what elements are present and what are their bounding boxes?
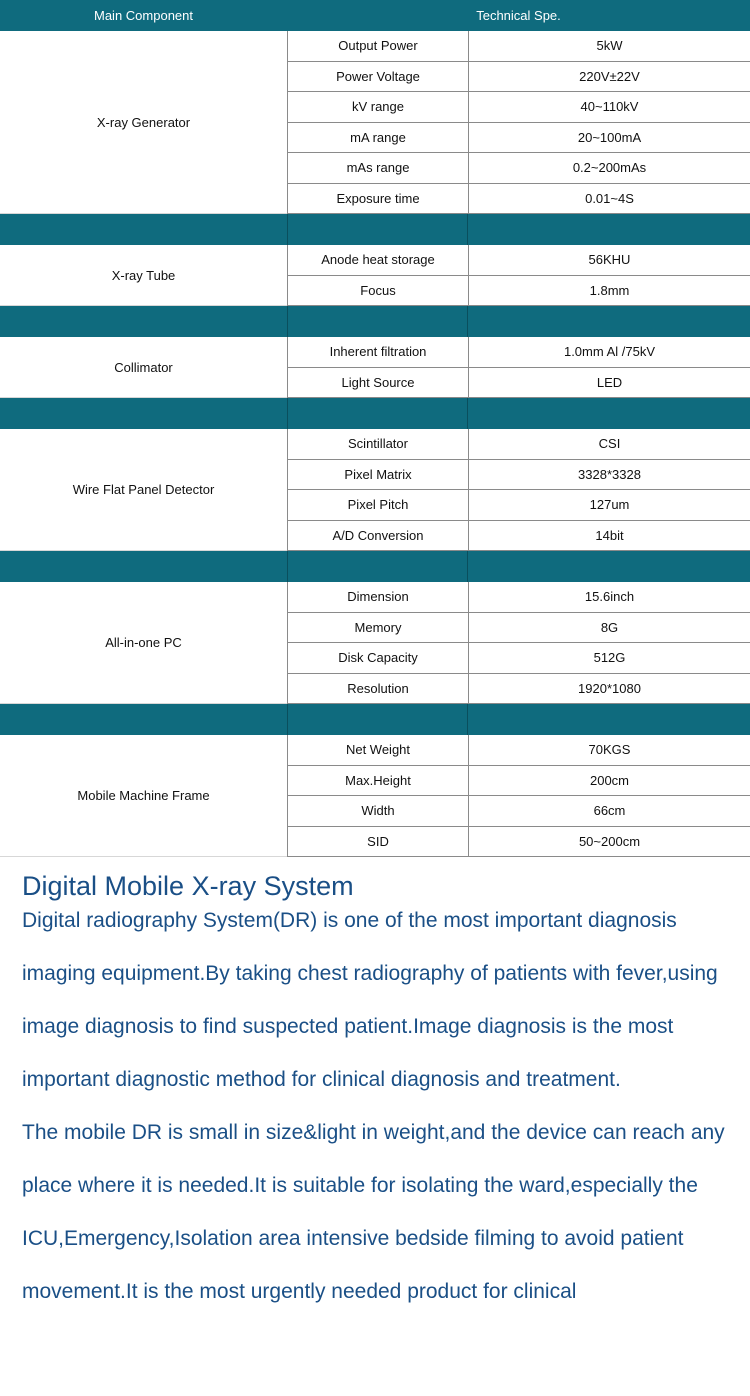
- article: [22, 866, 732, 1318]
- table-row: [287, 184, 750, 215]
- parameter-value: 5kW: [596, 38, 623, 54]
- table-body: [0, 31, 750, 857]
- section-separator: [0, 551, 750, 582]
- parameter-value: 127um: [589, 497, 630, 513]
- component-group: [0, 429, 750, 551]
- parameter-name: mAs range: [288, 153, 469, 183]
- article-paragraph-1: Digital radiography System(DR) is one of the most important diagnosis imaging equipment.By taking chest radiography of patients with fever,using image diagnosis to find suspected patient.Image diagnosis is the most important diagnostic method for clinical diagnosis and treatment.: [22, 909, 718, 1091]
- parameter-name: Pixel Matrix: [288, 460, 469, 490]
- table-row: [287, 582, 750, 613]
- parameter-value: 50~200cm: [578, 833, 641, 849]
- parameter-value: 220V±22V: [579, 68, 640, 84]
- parameter-name: A/D Conversion: [288, 521, 469, 551]
- table-row: [287, 766, 750, 797]
- parameter-name: Dimension: [288, 582, 469, 612]
- table-row: [287, 245, 750, 276]
- table-row: [287, 735, 750, 766]
- component-name: All-in-one PC: [0, 582, 287, 704]
- component-group: [0, 245, 750, 306]
- separator-column: [287, 306, 468, 337]
- component-name: X-ray Tube: [0, 245, 287, 306]
- component-group: [0, 735, 750, 857]
- parameter-value: 56KHU: [588, 252, 631, 268]
- component-name: Mobile Machine Frame: [0, 735, 287, 857]
- parameter-name: Anode heat storage: [288, 245, 469, 275]
- table-row: [287, 276, 750, 307]
- parameter-name: Disk Capacity: [288, 643, 469, 673]
- component-group: [0, 337, 750, 398]
- parameter-value: 15.6inch: [584, 589, 635, 605]
- parameter-name: Memory: [288, 613, 469, 643]
- parameter-name: Focus: [288, 276, 469, 306]
- component-group: [0, 582, 750, 704]
- parameter-value: 8G: [600, 619, 619, 635]
- parameter-name: Inherent filtration: [288, 337, 469, 367]
- parameter-name: Scintillator: [288, 429, 469, 459]
- parameter-value: LED: [596, 374, 623, 390]
- table-row: [287, 674, 750, 705]
- table-row: [287, 92, 750, 123]
- parameter-value: 3328*3328: [578, 466, 641, 482]
- article-paragraph-2: The mobile DR is small in size&light in weight,and the device can reach any place where it is needed.It is suitable for isolating the ward,especially the ICU,Emergency,Isolation area intensive bedside filming to avoid patient movement.It is the most urgently needed product for clinical: [22, 1121, 725, 1303]
- table-row: [287, 153, 750, 184]
- table-row: [287, 31, 750, 62]
- table-row: [287, 796, 750, 827]
- parameter-name: Pixel Pitch: [288, 490, 469, 520]
- table-row: [287, 643, 750, 674]
- table-row: [287, 62, 750, 93]
- parameter-value: 1.8mm: [589, 282, 630, 298]
- parameter-name: Max.Height: [288, 766, 469, 796]
- component-name: Collimator: [0, 337, 287, 398]
- parameter-value: 512G: [593, 650, 626, 666]
- parameter-name: Resolution: [288, 674, 469, 704]
- parameter-name: Exposure time: [288, 184, 469, 214]
- table-row: [287, 827, 750, 858]
- parameter-value: CSI: [598, 436, 621, 452]
- parameter-value: 40~110kV: [580, 99, 639, 115]
- section-separator: [0, 704, 750, 735]
- table-row: [287, 429, 750, 460]
- parameter-value: 200cm: [589, 772, 630, 788]
- parameter-value: 20~100mA: [577, 129, 642, 145]
- table-row: [287, 490, 750, 521]
- parameter-value: 66cm: [593, 803, 626, 819]
- parameter-name: Power Voltage: [288, 62, 469, 92]
- parameter-name: Width: [288, 796, 469, 826]
- parameter-name: Net Weight: [288, 735, 469, 765]
- component-name: Wire Flat Panel Detector: [0, 429, 287, 551]
- parameter-name: Output Power: [288, 31, 469, 61]
- separator-column: [287, 551, 468, 582]
- table-row: [287, 460, 750, 491]
- parameter-value: 1920*1080: [578, 680, 641, 696]
- table-row: [287, 123, 750, 154]
- parameter-value: 14bit: [595, 527, 624, 543]
- header-technical-spec: Technical Spe.: [476, 8, 561, 23]
- table-row: [287, 337, 750, 368]
- parameter-value: 0.01~4S: [585, 190, 634, 206]
- separator-column: [287, 398, 468, 429]
- parameter-name: Light Source: [288, 368, 469, 398]
- parameter-value: 0.2~200mAs: [572, 160, 647, 176]
- parameter-name: SID: [288, 827, 469, 857]
- separator-column: [287, 704, 468, 735]
- header-main-component: Main Component: [94, 8, 193, 23]
- section-separator: [0, 398, 750, 429]
- component-name: X-ray Generator: [0, 31, 287, 214]
- table-row: [287, 368, 750, 399]
- section-separator: [0, 214, 750, 245]
- article-title: Digital Mobile X-ray System: [22, 871, 354, 901]
- table-row: [287, 521, 750, 552]
- parameter-value: 1.0mm Al /75kV: [563, 344, 656, 360]
- section-separator: [0, 306, 750, 337]
- table-header: [0, 0, 750, 31]
- component-group: [0, 31, 750, 214]
- parameter-name: kV range: [288, 92, 469, 122]
- separator-column: [287, 214, 468, 245]
- parameter-value: 70KGS: [588, 742, 631, 758]
- parameter-name: mA range: [288, 123, 469, 153]
- table-row: [287, 613, 750, 644]
